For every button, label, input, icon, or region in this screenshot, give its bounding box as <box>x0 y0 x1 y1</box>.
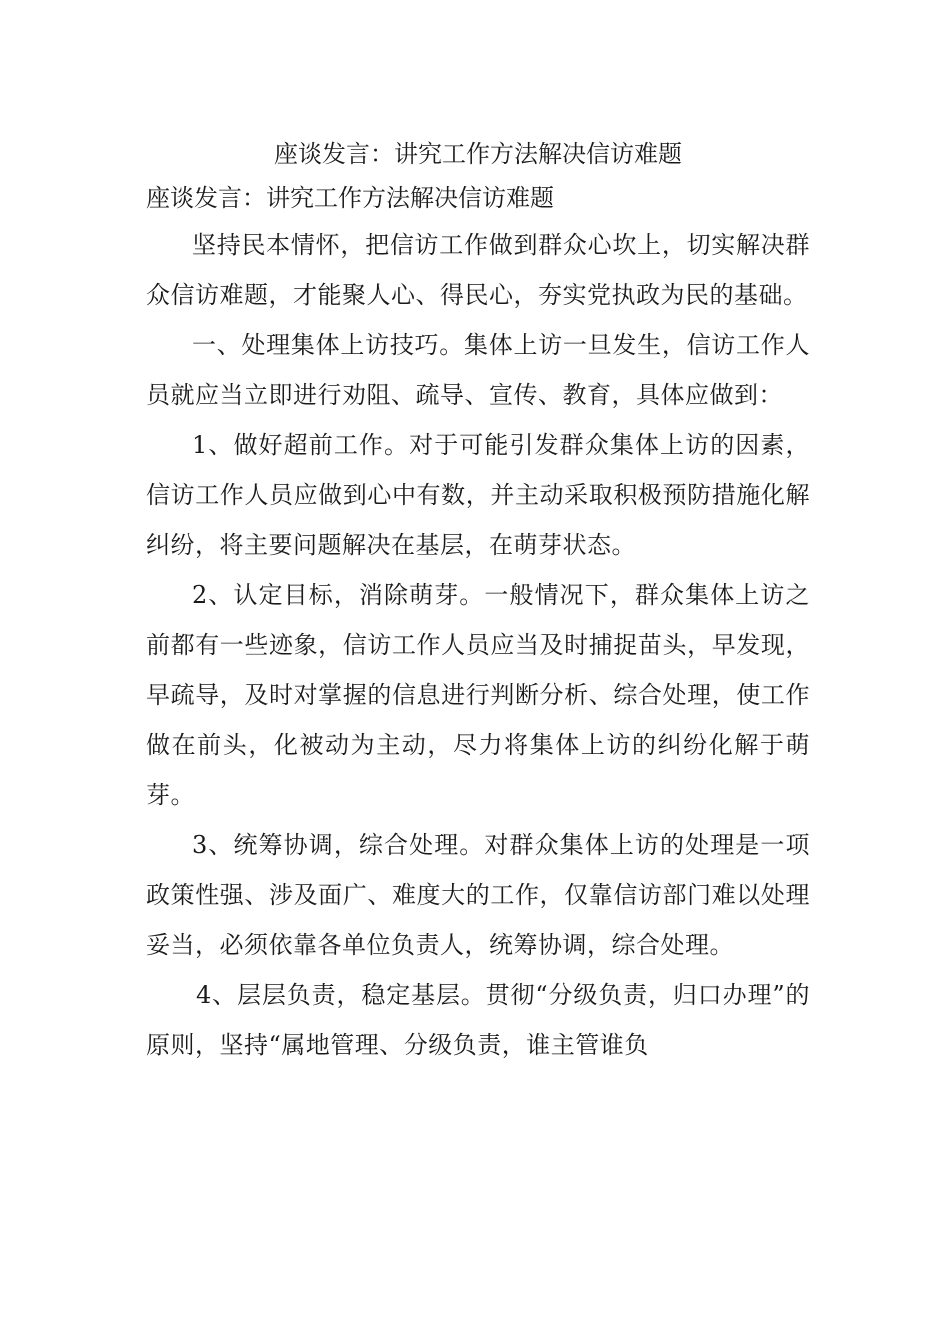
document-title: 座谈发言：讲究工作方法解决信访难题 <box>274 140 682 168</box>
document-subtitle: 座谈发言：讲究工作方法解决信访难题 <box>146 184 554 212</box>
paragraph-item-4: 4、层层负责，稳定基层。贯彻“分级负责，归口办理”的原则，坚持“属地管理、分级负责，谁主管谁负 <box>146 981 810 1059</box>
paragraph-intro: 坚持民本情怀，把信访工作做到群众心坎上，切实解决群众信访难题，才能聚人心、得民心，夯实党执政为民的基础。 <box>146 231 810 309</box>
paragraph-item-1: 1、做好超前工作。对于可能引发群众集体上访的因素，信访工作人员应做到心中有数，并主动采取积极预防措施化解纠纷，将主要问题解决在基层，在萌芽状态。 <box>146 431 810 559</box>
paragraph-item-3: 3、统筹协调，综合处理。对群众集体上访的处理是一项政策性强、涉及面广、难度大的工作，仅靠信访部门难以处理妥当，必须依靠各单位负责人，统筹协调，综合处理。 <box>146 831 810 959</box>
paragraph-item-2: 2、认定目标，消除萌芽。一般情况下，群众集体上访之前都有一些迹象，信访工作人员应当及时捕捉苗头，早发现，早疏导，及时对掌握的信息进行判断分析、综合处理，使工作做在前头，化被动为主动，尽力将集体上访的纠纷化解于萌芽。 <box>146 581 810 809</box>
paragraph-section-one: 一、处理集体上访技巧。集体上访一旦发生，信访工作人员就应当立即进行劝阻、疏导、宣传、教育，具体应做到： <box>146 331 810 409</box>
document-body <box>146 132 810 1070</box>
